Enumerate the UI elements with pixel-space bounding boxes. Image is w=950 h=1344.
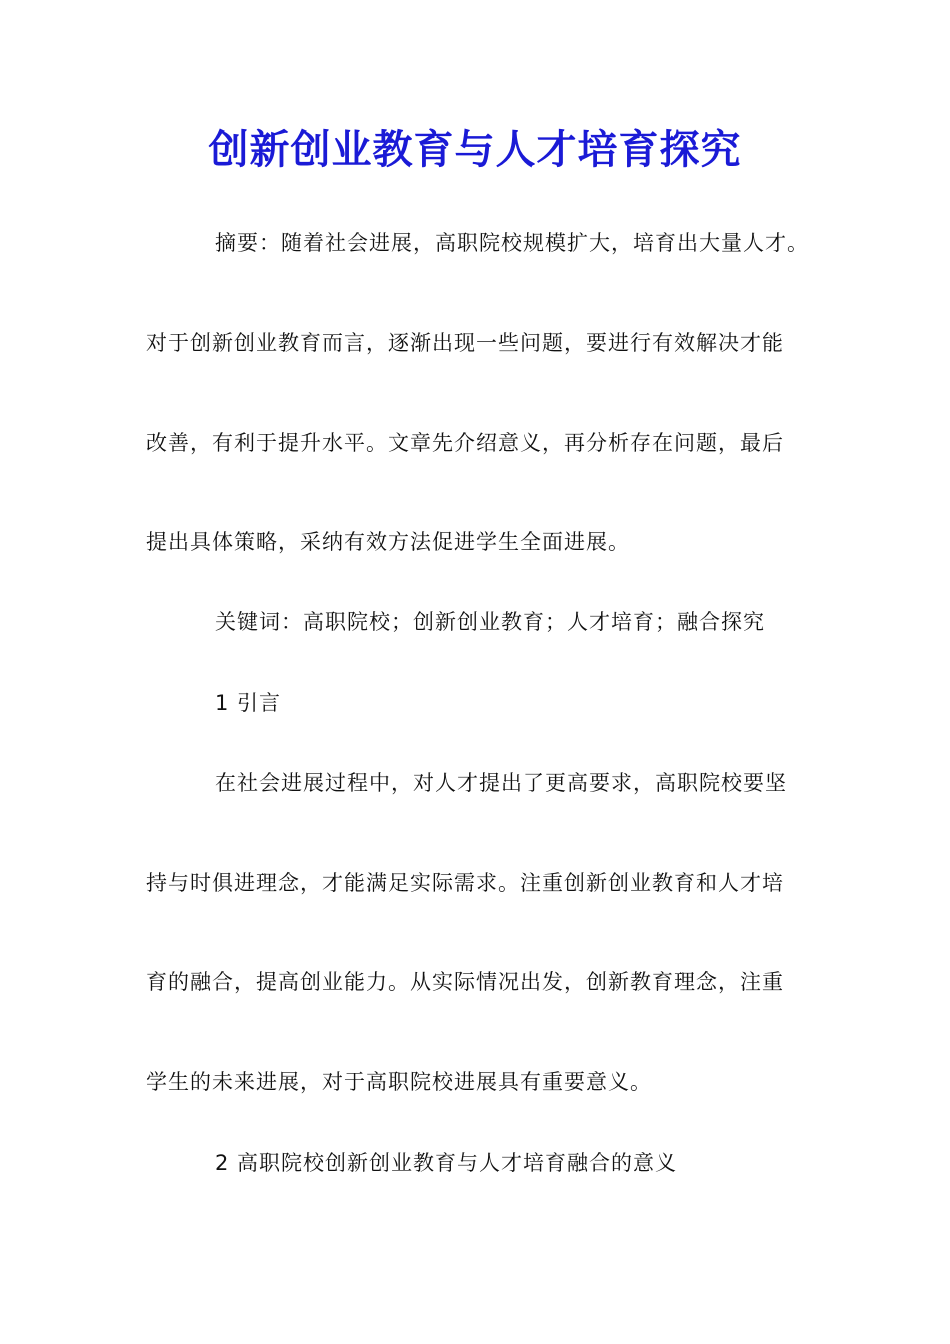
section-2-heading: 2 高职院校创新创业教育与人才培育融合的意义 — [215, 1151, 678, 1175]
section-1-line-3: 育的融合，提高创业能力。从实际情况出发，创新教育理念，注重 — [146, 970, 784, 994]
abstract-line-2: 对于创新创业教育而言，逐渐出现一些问题，要进行有效解决才能 — [146, 331, 784, 355]
abstract-line-1: 摘要：随着社会进展，高职院校规模扩大，培育出大量人才。 — [215, 231, 809, 255]
document-title: 创新创业教育与人才培育探究 — [208, 126, 742, 173]
section-1-heading: 1 引言 — [215, 691, 282, 715]
abstract-line-4: 提出具体策略，采纳有效方法促进学生全面进展。 — [146, 530, 630, 554]
section-1-line-1: 在社会进展过程中，对人才提出了更高要求，高职院校要坚 — [215, 771, 787, 795]
section-1-line-4: 学生的未来进展，对于高职院校进展具有重要意义。 — [146, 1070, 652, 1094]
abstract-line-3: 改善，有利于提升水平。文章先介绍意义，再分析存在问题，最后 — [146, 431, 784, 455]
keywords-line: 关键词：高职院校；创新创业教育；人才培育；融合探究 — [215, 610, 765, 634]
section-1-line-2: 持与时俱进理念，才能满足实际需求。注重创新创业教育和人才培 — [146, 871, 784, 895]
